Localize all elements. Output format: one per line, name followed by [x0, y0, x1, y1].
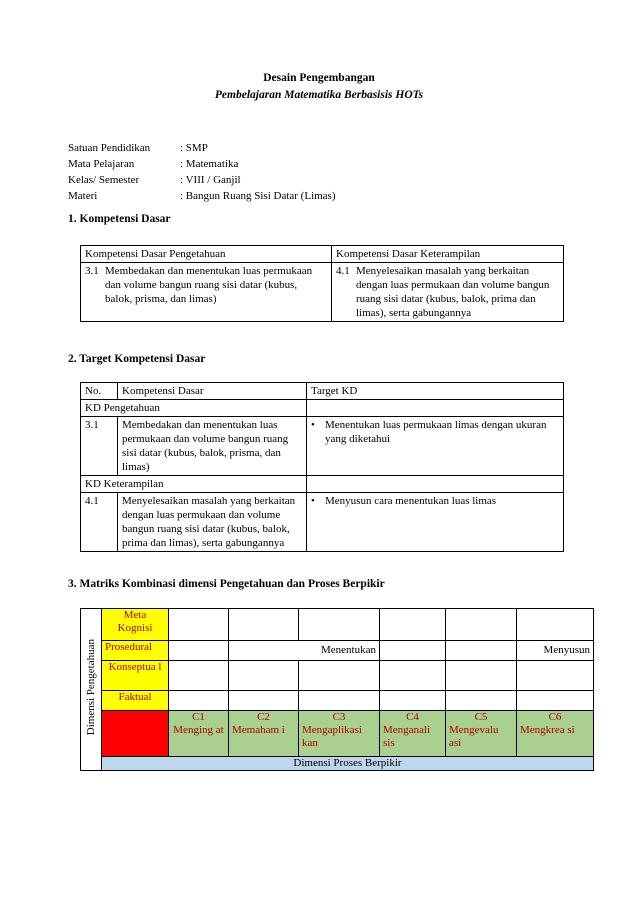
group-kd-pengetahuan: KD Pengetahuan	[81, 400, 307, 417]
kd-text: Menyelesaikan masalah yang berkaitan dengan luas permukaan dan volume bangun ruang sisi datar (kubus, balok, prima dan limas), serta gabungannya	[356, 265, 550, 319]
row-faktual: Faktual	[102, 691, 169, 711]
level-c1: C1 Menging at	[169, 711, 229, 757]
section3-heading: 3. Matriks Kombinasi dimensi Pengetahuan dan Proses Berpikir	[68, 578, 385, 590]
identity-block	[68, 140, 336, 204]
row-kd: Menyelesaikan masalah yang berkaitan dengan luas permukaan dan volume bangun ruang sisi datar (kubus, balok, prima dan limas), serta gabungannya	[118, 493, 307, 552]
bullet-icon: •	[311, 495, 315, 507]
kd-keterampilan-cell	[332, 263, 564, 322]
identity-row	[68, 140, 336, 156]
identity-value: : VIII / Ganjil	[180, 174, 241, 186]
level-c5: C5 Mengevalu asi	[446, 711, 517, 757]
kd-pengetahuan-header: Kompetensi Dasar Pengetahuan	[81, 246, 332, 263]
kompetensi-dasar-table	[80, 245, 564, 322]
header-no: No.	[81, 383, 118, 400]
cell-menentukan: Menentukan	[229, 641, 380, 661]
kd-number: 4.1	[336, 265, 350, 277]
section2-heading: 2. Target Kompetensi Dasar	[68, 353, 206, 365]
header-target: Target KD	[307, 383, 564, 400]
row-number: 4.1	[81, 493, 118, 552]
level-c4: C4 Menganali sis	[380, 711, 446, 757]
row-konseptual: Konseptua l	[102, 661, 169, 691]
identity-value: : Bangun Ruang Sisi Datar (Limas)	[180, 190, 336, 202]
identity-row	[68, 172, 336, 188]
level-c3: C3 Mengaplikasi kan	[299, 711, 380, 757]
header-kd: Kompetensi Dasar	[118, 383, 307, 400]
group-kd-keterampilan: KD Keterampilan	[81, 476, 307, 493]
identity-row	[68, 188, 336, 204]
identity-label: Materi	[68, 190, 98, 202]
level-c6: C6 Mengkrea si	[517, 711, 594, 757]
kd-keterampilan-header: Kompetensi Dasar Keterampilan	[332, 246, 564, 263]
kd-pengetahuan-cell	[81, 263, 332, 322]
level-c2: C2 Memaham i	[229, 711, 299, 757]
matrix-table	[80, 608, 594, 771]
document-title: Desain Pengembangan	[263, 72, 375, 84]
document-subtitle: Pembelajaran Matematika Berbasisis HOTs	[214, 89, 424, 101]
row-kd: Membedakan dan menentukan luas permukaan dan volume bangun ruang sisi datar (kubus, balok, prisma, dan limas)	[118, 417, 307, 476]
row-meta-kognisi: Meta Kognisi	[102, 609, 169, 641]
kd-text: Membedakan dan menentukan luas permukaan dan volume bangun ruang sisi datar (kubus, balok, prisma, dan limas)	[105, 265, 313, 305]
row-target: • Menyusun cara menentukan luas limas	[307, 493, 564, 552]
dimensi-proses-berpikir-label: Dimensi Proses Berpikir	[102, 757, 594, 771]
corner-red-cell	[102, 711, 169, 757]
identity-row	[68, 156, 336, 172]
cell-menyusun: Menyusun	[517, 641, 594, 661]
identity-label: Satuan Pendidikan	[68, 142, 151, 154]
row-number: 3.1	[81, 417, 118, 476]
target-kd-table	[80, 382, 564, 552]
bullet-icon: •	[311, 419, 315, 431]
dimensi-pengetahuan-label: Dimensi Pengetahuan	[81, 609, 102, 771]
identity-label: Kelas/ Semester	[68, 174, 140, 186]
row-target: • Menentukan luas permukaan limas dengan ukuran yang diketahui	[307, 417, 564, 476]
identity-label: Mata Pelajaran	[68, 158, 135, 170]
section1-heading: 1. Kompetensi Dasar	[68, 213, 171, 225]
kd-number: 3.1	[85, 265, 99, 277]
identity-value: : SMP	[180, 142, 208, 154]
identity-value: : Matematika	[180, 158, 239, 170]
row-prosedural: Prosedural	[102, 641, 169, 661]
